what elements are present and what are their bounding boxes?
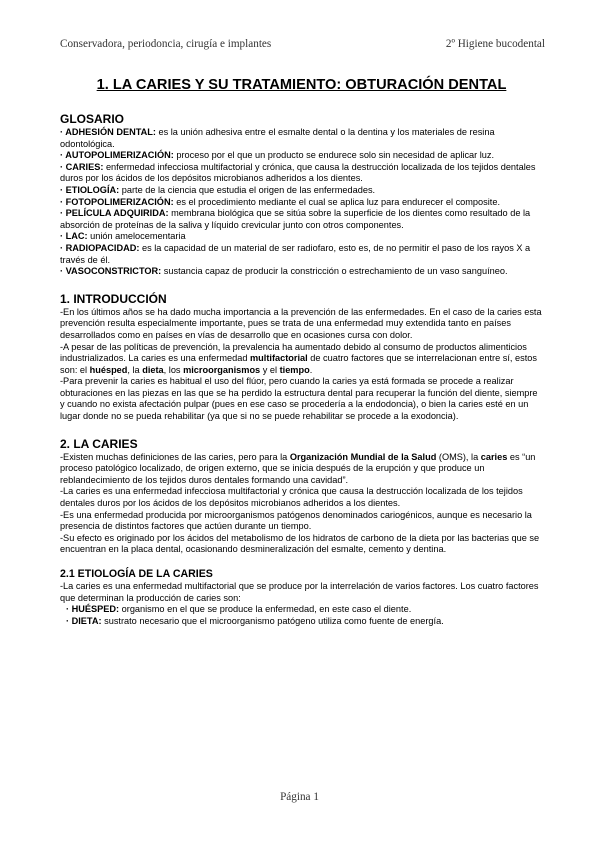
bold-term: microorganismos — [183, 364, 261, 375]
intro-heading: 1. INTRODUCCIÓN — [60, 291, 167, 306]
glosario-definition: parte de la ciencia que estudia el origen de las enfermedades. — [119, 184, 376, 195]
etiologia-definition: organismo en el que se produce la enfermedad, en este caso el diente. — [119, 604, 412, 615]
caries-heading: 2. LA CARIES — [60, 436, 138, 451]
header-subject: Conservadora, periodoncia, cirugía e implantes — [60, 38, 272, 50]
text-run: -A pesar de las políticas de prevención, la prevalencia ha aumentado debido al consumo de productos alimenticios industrializados. La caries es una enfermedad — [60, 341, 527, 364]
glosario-item — [60, 197, 543, 209]
text-run: es “un proceso patológico localizado, de origen externo, que se inicia después de la erupción y que produce un reblandecimiento de los tejidos duros dentales formando una cavidad”. — [60, 451, 536, 485]
etiologia-heading: 2.1 ETIOLOGÍA DE LA CARIES — [60, 568, 213, 580]
glosario-definition: es el procedimiento mediante el cual se aplica luz para endurecer el composite. — [173, 196, 500, 207]
glosario-item — [60, 127, 543, 150]
glosario-definition: proceso por el que un producto se endurece solo sin necesidad de aplicar luz. — [173, 150, 495, 161]
bold-term: Organización Mundial de la Salud — [289, 451, 437, 462]
document-title: 1. LA CARIES Y SU TRATAMIENTO: OBTURACIÓN DENTAL — [96, 77, 507, 93]
text-run: (OMS), la — [436, 451, 481, 462]
etiologia-term: · DIETA: — [66, 615, 102, 626]
glosario-item — [60, 185, 543, 197]
text-run: y el — [260, 364, 280, 375]
bold-term: tiempo — [279, 364, 310, 375]
glosario-definition: membrana biológica que se sitúa sobre la superficie de los dientes como resultado de la absorción de proteínas de la saliva y líquido crevicular junto con otros componentes. — [60, 208, 531, 230]
page-header — [60, 38, 545, 52]
glosario-term: · CARIES: — [60, 161, 104, 172]
glosario-list — [60, 127, 543, 278]
page-number: Página 1 — [280, 791, 319, 803]
glosario-item — [60, 266, 543, 278]
text-run: , los — [163, 364, 184, 375]
etiologia-term: · HUÉSPED: — [66, 604, 120, 615]
caries-paragraph: -Su efecto es originado por los ácidos del metabolismo de los hidratos de carbono de la dieta por las bacterias que se encuentran en la placa dental, ocasionando desmineralización del esmalte, cemento y dentina. — [60, 532, 540, 555]
etiologia-paragraph: -La caries es una enfermedad multifactorial que se produce por la interrelación de varios factores. Los cuatro factores que determinan la producción de caries son: — [60, 581, 539, 603]
glosario-item — [60, 243, 543, 266]
glosario-term: · ETIOLOGÍA: — [60, 184, 120, 195]
glosario-item — [60, 162, 543, 185]
glosario-term: · AUTOPOLIMERIZACIÓN: — [60, 150, 174, 161]
glosario-heading: GLOSARIO — [60, 112, 125, 126]
glosario-term: · FOTOPOLIMERIZACIÓN: — [60, 196, 174, 207]
caries-paragraph: -Es una enfermedad producida por microorganismos patógenos denominados cariogénicos, aunque es necesario la presencia de distintos factores que actúen durante un tiempo. — [60, 509, 532, 532]
glosario-definition: sustancia capaz de producir la constricción o estrechamiento de un vaso sanguíneo. — [161, 266, 508, 277]
intro-paragraph — [60, 342, 543, 377]
etiologia-definition: sustrato necesario que el microorganismo patógeno utiliza como fuente de energía. — [101, 615, 444, 626]
bold-term: huésped — [89, 364, 128, 375]
glosario-term: · PELÍCULA ADQUIRIDA: — [60, 208, 169, 219]
header-course: 2º Higiene bucodental — [445, 38, 545, 50]
glosario-item — [60, 150, 543, 162]
text-run: -Existen muchas definiciones de las caries, pero para la — [60, 451, 290, 462]
text-run: . — [309, 364, 313, 375]
glosario-definition: es la unión adhesiva entre el esmalte dental o la dentina y los materiales de resina odontológica. — [60, 127, 495, 149]
glosario-definition: es la capacidad de un material de ser radiofaro, esto es, de no permitir el paso de los rayos X a través de él. — [60, 242, 531, 265]
glosario-term: · ADHESIÓN DENTAL: — [60, 127, 156, 137]
etiologia-item — [60, 604, 543, 616]
caries-paragraph: -La caries es una enfermedad infecciosa multifactorial y crónica que causa la destrucción localizada de los tejidos dentales duros por los ácidos de los depósitos microbianos adheridos a los dientes. — [60, 486, 523, 509]
glosario-definition: unión amelocementaria — [87, 231, 186, 242]
text-run: de cuatro factores que se interrelacionan entre sí, estos son: el — [60, 353, 537, 375]
etiologia-item — [60, 616, 543, 628]
text-run: , la — [127, 364, 143, 375]
bold-term: dieta — [142, 364, 164, 375]
glosario-item — [60, 208, 543, 231]
glosario-item — [60, 231, 543, 243]
page-content — [60, 76, 543, 627]
glosario-term: · LAC: — [60, 231, 88, 242]
bold-term: caries — [480, 451, 508, 462]
intro-paragraph: -En los últimos años se ha dado mucha importancia a la prevención de las enfermedades. En el caso de la caries esta prevención resulta especialmente importante, pues se trata de una enfermedad muy extendida tanto en países desarrollados como en países en vías de desarrollo que en ocasiones cursa con dolor. — [60, 306, 542, 340]
caries-paragraph — [60, 452, 543, 487]
glosario-term: · VASOCONSTRICTOR: — [60, 266, 162, 277]
intro-paragraph: -Para prevenir la caries es habitual el uso del flúor, pero cuando la caries ya está formada se procede a realizar obturaciones en las piezas en las que se ha perdido la estructura dental para recuperar la función del diente, siempre y cuando no exista afectación pulpar (pues en ese caso se procedería a la endodoncia), o bien la caries esté en un lugar donde no se pueda rehabilitar (ya que si no se puede rehabilitar se procede a la exodoncia). — [60, 376, 538, 422]
glosario-term: · RADIOPACIDAD: — [60, 242, 140, 253]
bold-term: multifactorial — [250, 353, 308, 364]
glosario-definition: enfermedad infecciosa multifactorial y crónica, que causa la destrucción localizada de los tejidos dentales duros por los ácidos de los depósitos microbianos adheridos a los dientes. — [60, 161, 536, 184]
